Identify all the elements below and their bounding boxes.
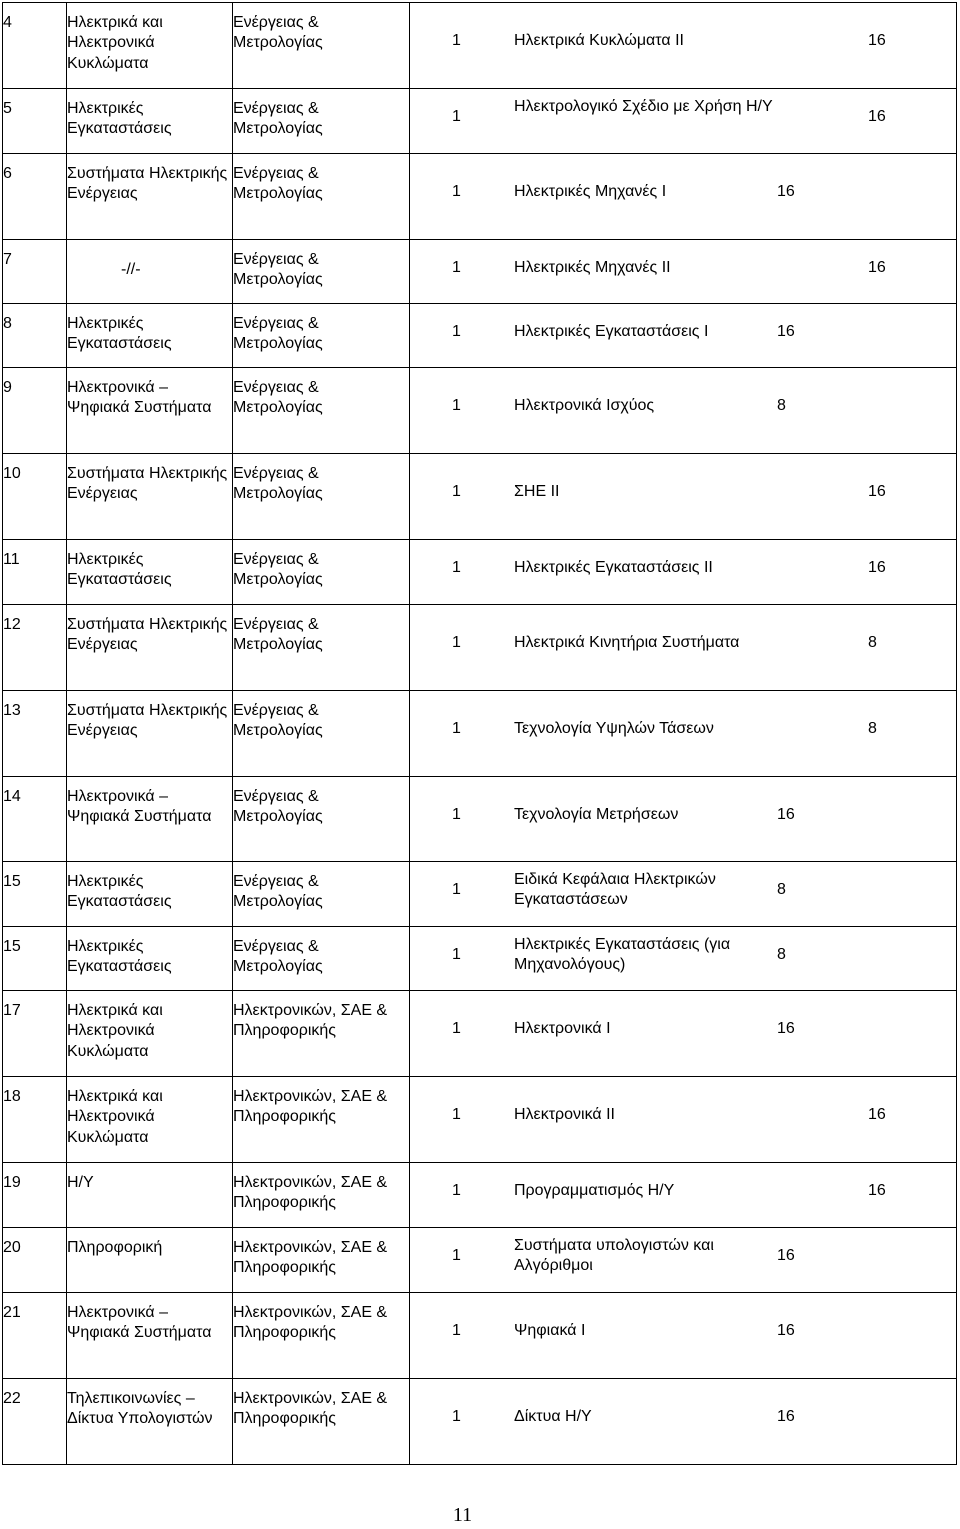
row-number: 7 — [3, 240, 67, 304]
table-row — [3, 154, 957, 240]
department-name: Ενέργειας & Μετρολογίας — [233, 605, 410, 691]
semester: 1 — [452, 1182, 461, 1199]
row-number: 19 — [3, 1163, 67, 1228]
hours: 8 — [777, 946, 786, 963]
course-name: Προγραμματισμός Η/Υ — [514, 1182, 675, 1199]
department-name: Ενέργειας & Μετρολογίας — [233, 540, 410, 605]
row-number: 15 — [3, 862, 67, 927]
course-cell — [410, 240, 957, 304]
hours: 16 — [777, 1322, 795, 1339]
row-number: 4 — [3, 3, 67, 89]
hours: 8 — [777, 881, 786, 898]
table-row — [3, 1379, 957, 1465]
table-row — [3, 1077, 957, 1163]
course-name: Συστήματα υπολογιστών και Αλγόριθμοι — [514, 1237, 714, 1275]
hours: 16 — [777, 806, 795, 823]
table-row — [3, 1293, 957, 1379]
department-name: Ενέργειας & Μετρολογίας — [233, 89, 410, 154]
semester: 1 — [452, 483, 461, 500]
row-number: 17 — [3, 991, 67, 1077]
department-name: Ενέργειας & Μετρολογίας — [233, 862, 410, 927]
course-cell — [410, 454, 957, 540]
semester: 1 — [452, 323, 461, 340]
hours: 16 — [868, 559, 886, 576]
table-row — [3, 927, 957, 991]
semester: 1 — [452, 1106, 461, 1123]
table-row — [3, 1163, 957, 1228]
semester: 1 — [452, 183, 461, 200]
course-name: Ηλεκτρονικά Ισχύος — [514, 397, 655, 414]
row-number: 20 — [3, 1228, 67, 1293]
semester: 1 — [452, 881, 461, 898]
hours: 16 — [868, 108, 886, 125]
semester: 1 — [452, 259, 461, 276]
department-name: Ενέργειας & Μετρολογίας — [233, 454, 410, 540]
section-name: Ηλεκτρικές Εγκαταστάσεις — [67, 927, 233, 991]
section-name: Συστήματα Ηλεκτρικής Ενέργειας — [67, 605, 233, 691]
department-name: Ενέργειας & Μετρολογίας — [233, 240, 410, 304]
course-cell — [410, 691, 957, 777]
course-cell — [410, 777, 957, 862]
row-number: 18 — [3, 1077, 67, 1163]
course-name: Δίκτυα Η/Υ — [514, 1408, 592, 1425]
section-name: Συστήματα Ηλεκτρικής Ενέργειας — [67, 691, 233, 777]
hours: 8 — [868, 720, 877, 737]
hours: 16 — [777, 323, 795, 340]
row-number: 11 — [3, 540, 67, 605]
row-number: 14 — [3, 777, 67, 862]
row-number: 21 — [3, 1293, 67, 1379]
section-name: Ηλεκτρικά και Ηλεκτρονικά Κυκλώματα — [67, 991, 233, 1077]
semester: 1 — [452, 397, 461, 414]
row-number: 22 — [3, 1379, 67, 1465]
hours: 16 — [868, 1106, 886, 1123]
row-number: 9 — [3, 368, 67, 454]
row-number: 5 — [3, 89, 67, 154]
course-name: Ηλεκτρικές Εγκαταστάσεις ΙΙ — [514, 559, 713, 576]
semester: 1 — [452, 108, 461, 125]
course-name: Τεχνολογία Υψηλών Τάσεων — [514, 720, 714, 737]
section-name: Ηλεκτρονικά – Ψηφιακά Συστήματα — [67, 777, 233, 862]
department-name: Ενέργειας & Μετρολογίας — [233, 691, 410, 777]
course-cell — [410, 1293, 957, 1379]
course-cell — [410, 3, 957, 89]
course-name: Ηλεκτρικές Μηχανές Ι — [514, 183, 667, 200]
hours: 16 — [868, 483, 886, 500]
course-cell — [410, 1163, 957, 1228]
table-row — [3, 1228, 957, 1293]
course-cell — [410, 605, 957, 691]
section-name: Ηλεκτρικές Εγκαταστάσεις — [67, 862, 233, 927]
section-name: -//- — [67, 240, 233, 304]
course-cell — [410, 1077, 957, 1163]
hours: 16 — [777, 183, 795, 200]
semester: 1 — [452, 1247, 461, 1264]
table-row — [3, 777, 957, 862]
table-row — [3, 304, 957, 368]
table-row — [3, 605, 957, 691]
course-cell — [410, 368, 957, 454]
table-row — [3, 240, 957, 304]
row-number: 6 — [3, 154, 67, 240]
department-name: Ενέργειας & Μετρολογίας — [233, 368, 410, 454]
course-name: Ηλεκτρικά Κινητήρια Συστήματα — [514, 634, 740, 651]
course-cell — [410, 862, 957, 927]
course-name: Ειδικά Κεφάλαια Ηλεκτρικών Εγκαταστάσεων — [514, 871, 716, 909]
semester: 1 — [452, 946, 461, 963]
course-table-body — [3, 3, 957, 1465]
section-name: Ηλεκτρικές Εγκαταστάσεις — [67, 89, 233, 154]
department-name: Ενέργειας & Μετρολογίας — [233, 154, 410, 240]
section-name: Ηλεκτρικές Εγκαταστάσεις — [67, 540, 233, 605]
hours: 16 — [868, 32, 886, 49]
table-row — [3, 691, 957, 777]
section-name: Ηλεκτρονικά – Ψηφιακά Συστήματα — [67, 368, 233, 454]
course-name: Ηλεκτρικές Εγκαταστάσεις (για Μηχανολόγους) — [514, 936, 731, 974]
department-name: Ηλεκτρονικών, ΣΑΕ & Πληροφορικής — [233, 991, 410, 1077]
section-name: Ηλεκτρικά και Ηλεκτρονικά Κυκλώματα — [67, 1077, 233, 1163]
course-name: ΣΗΕ ΙΙ — [514, 483, 560, 500]
section-name: Ηλεκτρικές Εγκαταστάσεις — [67, 304, 233, 368]
row-number: 13 — [3, 691, 67, 777]
course-cell — [410, 89, 957, 154]
course-cell — [410, 304, 957, 368]
table-row — [3, 454, 957, 540]
row-number: 8 — [3, 304, 67, 368]
table-row — [3, 540, 957, 605]
section-name: Τηλεπικοινωνίες – Δίκτυα Υπολογιστών — [67, 1379, 233, 1465]
course-cell — [410, 154, 957, 240]
table-row — [3, 862, 957, 927]
course-name: Ηλεκτρικά Κυκλώματα ΙΙ — [514, 32, 684, 49]
row-number: 12 — [3, 605, 67, 691]
semester: 1 — [452, 559, 461, 576]
section-name: Η/Υ — [67, 1163, 233, 1228]
hours: 16 — [777, 1408, 795, 1425]
table-row — [3, 368, 957, 454]
department-name: Ενέργειας & Μετρολογίας — [233, 304, 410, 368]
semester: 1 — [452, 720, 461, 737]
course-cell — [410, 1379, 957, 1465]
hours: 8 — [868, 634, 877, 651]
department-name: Ηλεκτρονικών, ΣΑΕ & Πληροφορικής — [233, 1379, 410, 1465]
course-name: Ηλεκτρικές Εγκαταστάσεις Ι — [514, 323, 709, 340]
hours: 16 — [868, 1182, 886, 1199]
hours: 8 — [777, 397, 786, 414]
section-name: Πληροφορική — [67, 1228, 233, 1293]
course-name: Ψηφιακά Ι — [514, 1322, 586, 1339]
section-name: Ηλεκτρικά και Ηλεκτρονικά Κυκλώματα — [67, 3, 233, 89]
department-name: Ενέργειας & Μετρολογίας — [233, 927, 410, 991]
course-cell — [410, 927, 957, 991]
section-name: Συστήματα Ηλεκτρικής Ενέργειας — [67, 154, 233, 240]
section-name: Ηλεκτρονικά – Ψηφιακά Συστήματα — [67, 1293, 233, 1379]
semester: 1 — [452, 1408, 461, 1425]
semester: 1 — [452, 1322, 461, 1339]
course-cell — [410, 1228, 957, 1293]
department-name: Ηλεκτρονικών, ΣΑΕ & Πληροφορικής — [233, 1077, 410, 1163]
course-cell — [410, 540, 957, 605]
page-number: 11 — [452, 1504, 473, 1526]
hours: 16 — [777, 1247, 795, 1264]
course-name: Ηλεκτρολογικό Σχέδιο με Χρήση Η/Υ — [514, 98, 773, 115]
course-name: Ηλεκτρονικά ΙΙ — [514, 1106, 615, 1123]
department-name: Ηλεκτρονικών, ΣΑΕ & Πληροφορικής — [233, 1293, 410, 1379]
row-number: 10 — [3, 454, 67, 540]
course-name: Τεχνολογία Μετρήσεων — [514, 806, 679, 823]
table-row — [3, 3, 957, 89]
semester: 1 — [452, 1020, 461, 1037]
department-name: Ενέργειας & Μετρολογίας — [233, 3, 410, 89]
department-name: Ηλεκτρονικών, ΣΑΕ & Πληροφορικής — [233, 1228, 410, 1293]
hours: 16 — [868, 259, 886, 276]
course-table — [2, 2, 957, 1465]
course-cell — [410, 991, 957, 1077]
semester: 1 — [452, 806, 461, 823]
department-name: Ενέργειας & Μετρολογίας — [233, 777, 410, 862]
course-name: Ηλεκτρικές Μηχανές ΙΙ — [514, 259, 671, 276]
course-name: Ηλεκτρονικά Ι — [514, 1020, 611, 1037]
table-row — [3, 89, 957, 154]
semester: 1 — [452, 32, 461, 49]
semester: 1 — [452, 634, 461, 651]
row-number: 15 — [3, 927, 67, 991]
section-name: Συστήματα Ηλεκτρικής Ενέργειας — [67, 454, 233, 540]
table-row — [3, 991, 957, 1077]
department-name: Ηλεκτρονικών, ΣΑΕ & Πληροφορικής — [233, 1163, 410, 1228]
hours: 16 — [777, 1020, 795, 1037]
